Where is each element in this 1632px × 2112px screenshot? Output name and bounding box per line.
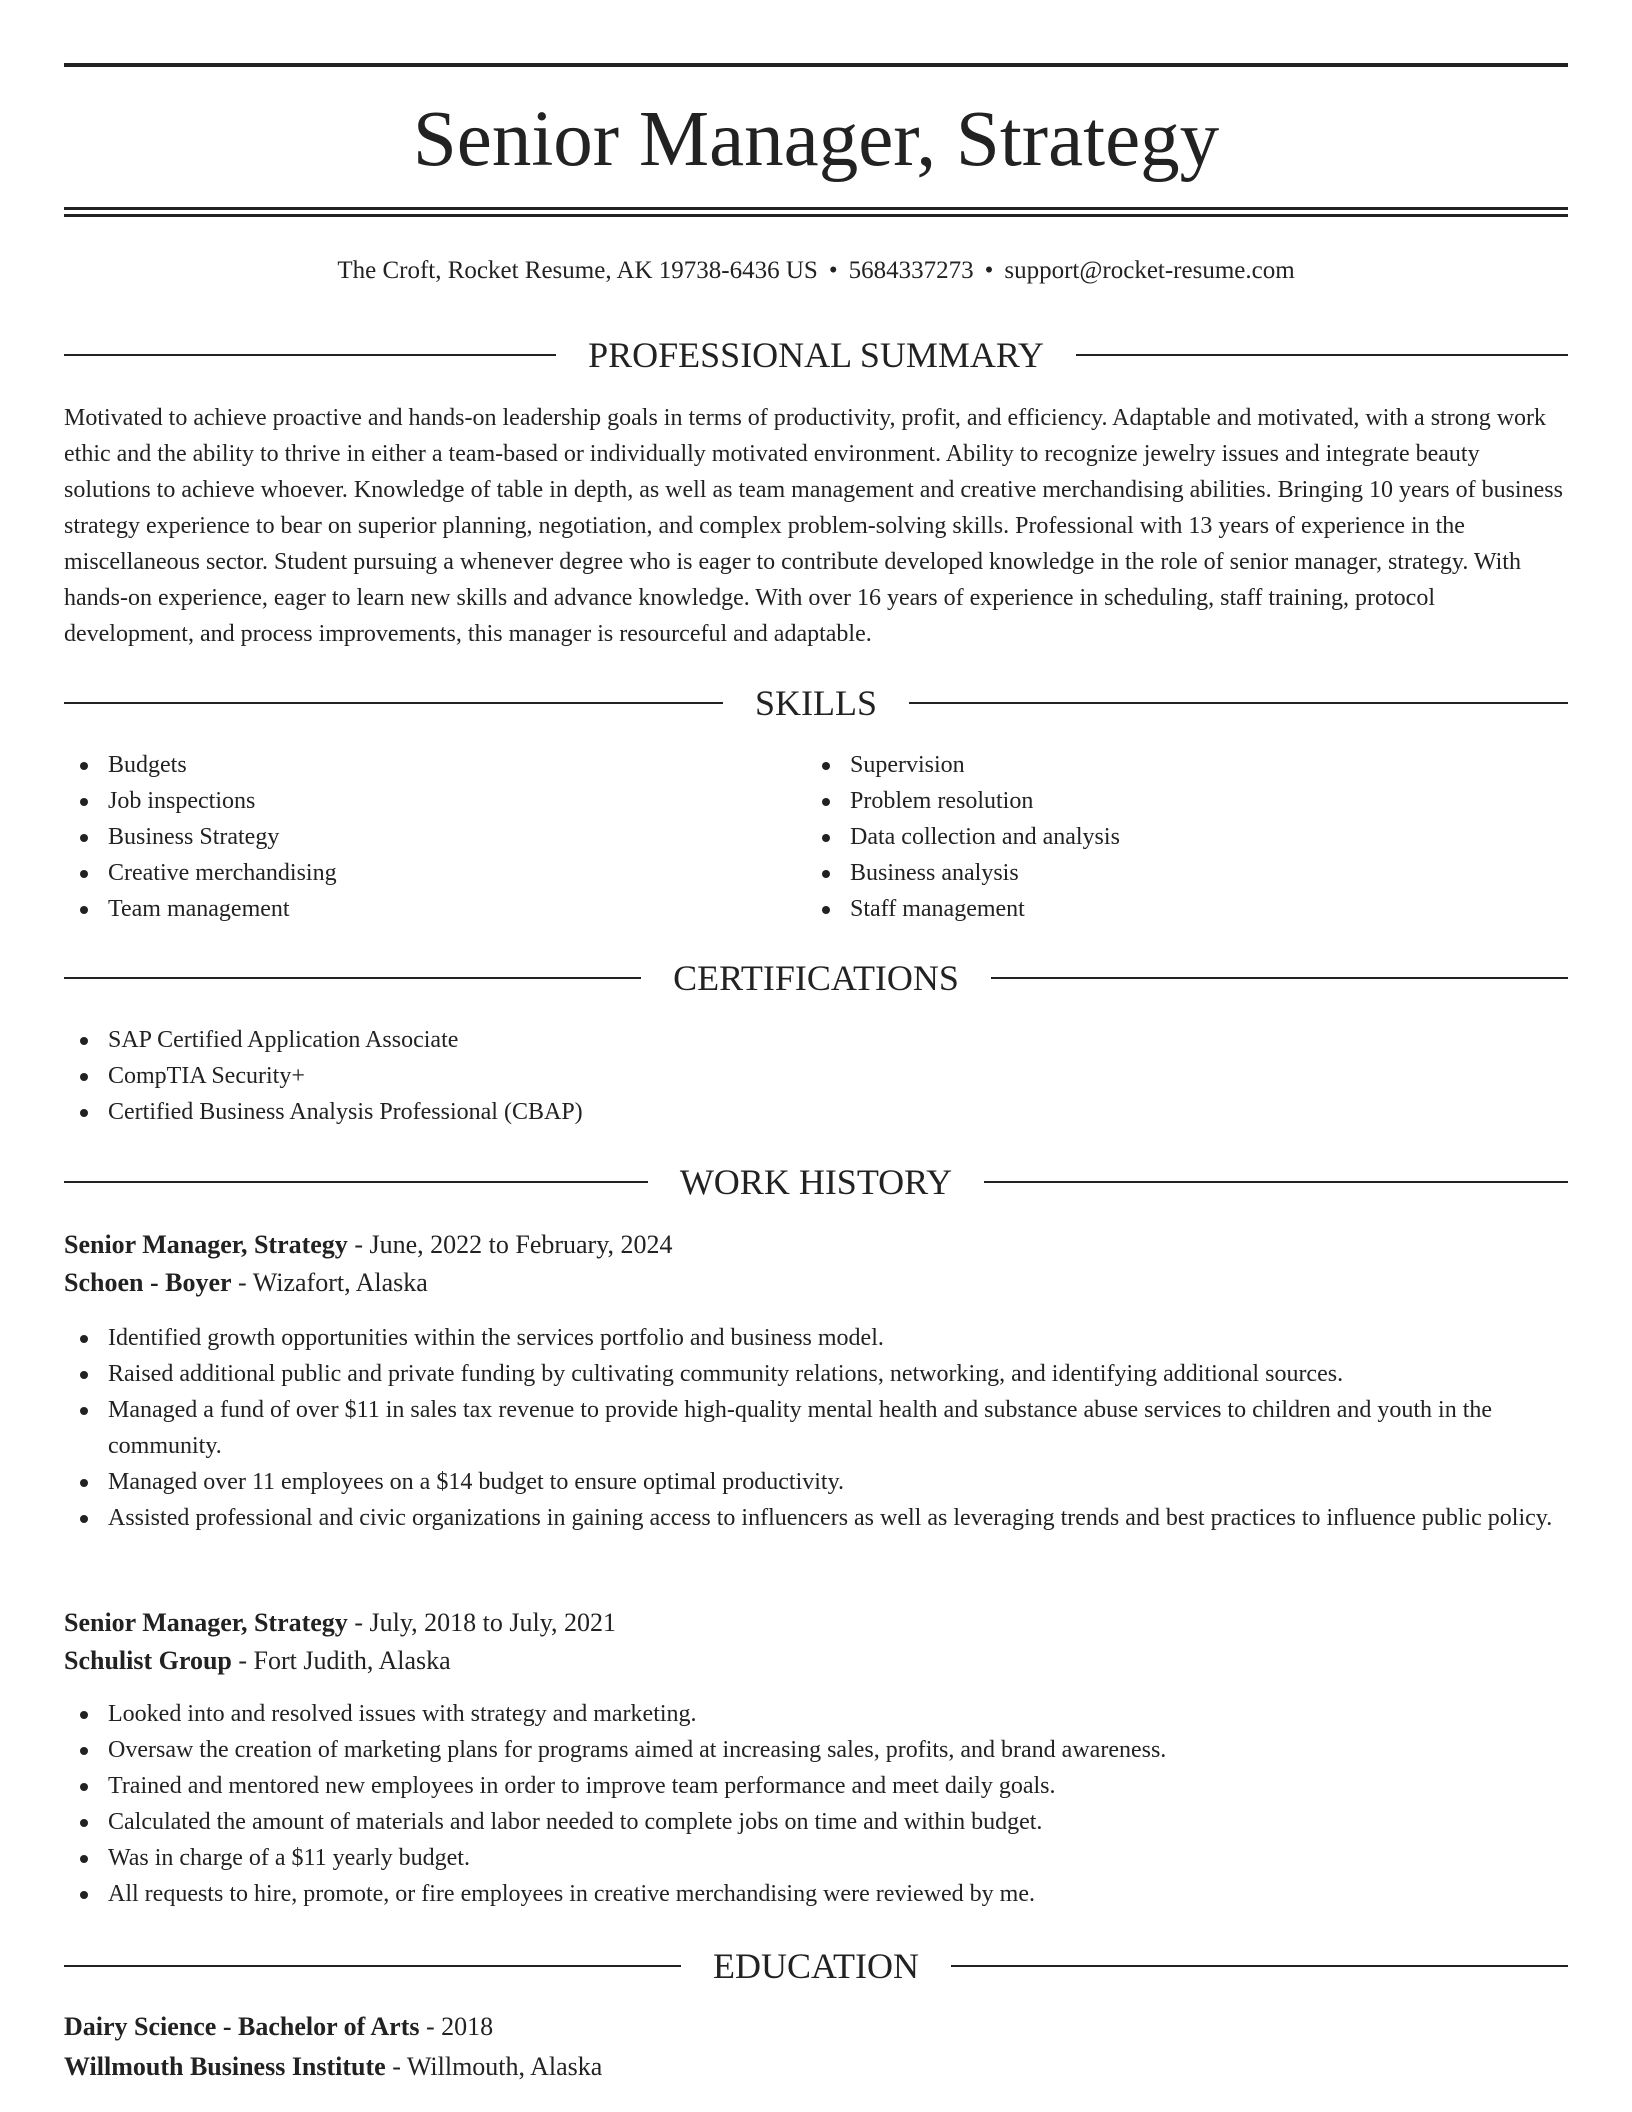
- skill-label: Supervision: [850, 752, 965, 778]
- bullet-icon: [80, 870, 88, 878]
- section-rule: [64, 354, 556, 356]
- section-rule: [1076, 354, 1568, 356]
- section-header-certifications: [64, 955, 1568, 1001]
- job-bullet-text: Identified growth opportunities within the services portfolio and business model.: [108, 1325, 884, 1351]
- job-title: Senior Manager, Strategy: [64, 1608, 348, 1637]
- job-bullet-text: Calculated the amount of materials and labor needed to complete jobs on time and within budget.: [108, 1809, 1043, 1835]
- contact-address: The Croft, Rocket Resume, AK 19738-6436 US: [337, 257, 818, 284]
- skill-label: Job inspections: [108, 788, 256, 814]
- bullet-icon: [80, 834, 88, 842]
- bullet-icon: [80, 798, 88, 806]
- section-header-work-history: [64, 1159, 1568, 1205]
- skill-item: [64, 747, 764, 783]
- skills-list-right: [806, 747, 1506, 927]
- job-bullet: [64, 1876, 1568, 1912]
- education-school-line: [64, 2048, 1568, 2086]
- section-header-skills: [64, 680, 1568, 726]
- job-bullet-text: Was in charge of a $11 yearly budget.: [108, 1845, 470, 1871]
- section-title: PROFESSIONAL SUMMARY: [588, 335, 1044, 375]
- job-bullet: [64, 1696, 1568, 1732]
- skill-item: [64, 819, 764, 855]
- skill-item: [64, 855, 764, 891]
- job-bullet: [64, 1356, 1568, 1392]
- job-location: - Fort Judith, Alaska: [231, 1646, 451, 1675]
- job-bullet: [64, 1840, 1568, 1876]
- skill-label: Budgets: [108, 752, 187, 778]
- job-company-line: [64, 1264, 1568, 1302]
- skill-label: Creative merchandising: [108, 860, 337, 886]
- bullet-icon: [80, 1819, 88, 1827]
- section-rule: [951, 1965, 1568, 1967]
- skill-item: [806, 783, 1506, 819]
- section-title: EDUCATION: [713, 1946, 919, 1986]
- job-bullet-text: All requests to hire, promote, or fire employees in creative merchandising were reviewed by me.: [108, 1881, 1035, 1907]
- skill-item: [806, 747, 1506, 783]
- bullet-icon: [80, 1783, 88, 1791]
- job-title: Senior Manager, Strategy: [64, 1230, 348, 1259]
- job-company: Schulist Group: [64, 1646, 232, 1675]
- job-bullets: [64, 1320, 1568, 1536]
- section-rule: [64, 702, 723, 704]
- skill-item: [806, 855, 1506, 891]
- certifications-list: [64, 1022, 1464, 1130]
- bullet-icon: [80, 1479, 88, 1487]
- section-title: WORK HISTORY: [679, 1162, 953, 1202]
- section-header-summary: [64, 332, 1568, 378]
- job-bullet: [64, 1320, 1568, 1356]
- job-location: - Wizafort, Alaska: [231, 1268, 428, 1297]
- skill-item: [806, 819, 1506, 855]
- skill-item: [64, 783, 764, 819]
- job-company-line: [64, 1642, 1568, 1680]
- skill-label: Business analysis: [850, 860, 1019, 886]
- certification-item: [64, 1058, 1464, 1094]
- job-bullet-text: Assisted professional and civic organizations in gaining access to influencers as well as leveraging trends and best practices to influence public policy.: [108, 1505, 1553, 1531]
- summary-text: Motivated to achieve proactive and hands-on leadership goals in terms of productivity, profit, and efficiency. Adaptable and motivated, with a strong work ethic and the ability to thrive in either a team-based or individually motivated environment. Ability to recognize jewelry issues and integrate beauty solutions to achieve whoever. Knowledge of table in depth, as well as team management and creative merchandising abilities. Bringing 10 years of business strategy experience to bear on superior planning, negotiation, and complex problem-solving skills. Professional with 13 years of experience in the miscellaneous sector. Student pursuing a whenever degree who is eager to contribute developed knowledge in the role of senior manager, strategy. With hands-on experience, eager to learn new skills and advance knowledge. With over 16 years of experience in scheduling, staff training, protocol development, and process improvements, this manager is resourceful and adaptable.: [64, 405, 1563, 647]
- job-bullet: [64, 1500, 1568, 1536]
- job-bullet-text: Managed a fund of over $11 in sales tax revenue to provide high-quality mental health and substance abuse services to children and youth in the community.: [108, 1397, 1493, 1459]
- bullet-icon: [80, 1407, 88, 1415]
- job-bullet: [64, 1392, 1568, 1464]
- skill-label: Staff management: [850, 896, 1025, 922]
- job-bullet: [64, 1732, 1568, 1768]
- section-rule: [909, 702, 1568, 704]
- section-title: SKILLS: [755, 683, 878, 723]
- skill-label: Business Strategy: [108, 824, 280, 850]
- section-header-education: [64, 1943, 1568, 1989]
- certification-label: CompTIA Security+: [108, 1063, 305, 1089]
- section-title: CERTIFICATIONS: [673, 958, 959, 998]
- section-rule: [984, 1181, 1568, 1183]
- bullet-icon: [80, 1335, 88, 1343]
- job-bullet: [64, 1464, 1568, 1500]
- certification-label: Certified Business Analysis Professional (CBAP): [108, 1099, 583, 1125]
- bullet-icon: [822, 906, 830, 914]
- bullet-icon: [822, 798, 830, 806]
- education-location: - Willmouth, Alaska: [385, 2052, 603, 2081]
- contact-phone: 5684337273: [848, 257, 974, 284]
- job-bullet-text: Managed over 11 employees on a $14 budget to ensure optimal productivity.: [108, 1469, 845, 1495]
- bullet-icon: [80, 1037, 88, 1045]
- certification-label: SAP Certified Application Associate: [108, 1027, 459, 1053]
- education-degree-line: [64, 2008, 1568, 2046]
- education-year: - 2018: [419, 2012, 494, 2041]
- job-bullet-text: Raised additional public and private funding by cultivating community relations, networking, and identifying additional sources.: [108, 1361, 1344, 1387]
- bullet-icon: [80, 1073, 88, 1081]
- job-bullet: [64, 1768, 1568, 1804]
- skills-list-left: [64, 747, 764, 927]
- job-title-line: [64, 1604, 1568, 1642]
- top-rule: [64, 63, 1568, 67]
- bullet-icon: [80, 1747, 88, 1755]
- job-bullet-text: Looked into and resolved issues with strategy and marketing.: [108, 1701, 697, 1727]
- name-double-rule: [64, 207, 1568, 217]
- education-school: Willmouth Business Institute: [64, 2052, 386, 2081]
- job-bullet-text: Trained and mentored new employees in order to improve team performance and meet daily goals.: [108, 1773, 1056, 1799]
- bullet-icon: [822, 870, 830, 878]
- bullet-icon: [80, 1711, 88, 1719]
- certification-item: [64, 1094, 1464, 1130]
- bullet-icon: [80, 1109, 88, 1117]
- section-rule: [64, 1181, 648, 1183]
- bullet-icon: [80, 1515, 88, 1523]
- bullet-icon: [822, 834, 830, 842]
- job-title-line: [64, 1226, 1568, 1264]
- bullet-icon: [80, 1891, 88, 1899]
- job-company: Schoen - Boyer: [64, 1268, 232, 1297]
- resume-name: Senior Manager, Strategy: [412, 96, 1220, 183]
- contact-separator: •: [984, 257, 994, 284]
- skill-item: [806, 891, 1506, 927]
- skill-label: Problem resolution: [850, 788, 1034, 814]
- bullet-icon: [80, 1855, 88, 1863]
- section-rule: [64, 1965, 681, 1967]
- section-rule: [64, 977, 641, 979]
- bullet-icon: [80, 906, 88, 914]
- skill-label: Data collection and analysis: [850, 824, 1120, 850]
- job-bullets: [64, 1696, 1568, 1912]
- job-bullet-text: Oversaw the creation of marketing plans for programs aimed at increasing sales, profits, and brand awareness.: [108, 1737, 1167, 1763]
- certification-item: [64, 1022, 1464, 1058]
- skill-label: Team management: [108, 896, 290, 922]
- contact-separator: •: [828, 257, 838, 284]
- bullet-icon: [80, 1371, 88, 1379]
- skill-item: [64, 891, 764, 927]
- contact-email: support@rocket-resume.com: [1004, 257, 1295, 284]
- bullet-icon: [822, 762, 830, 770]
- bullet-icon: [80, 762, 88, 770]
- job-dates: - June, 2022 to February, 2024: [347, 1230, 673, 1259]
- section-rule: [991, 977, 1568, 979]
- education-degree: Dairy Science - Bachelor of Arts: [64, 2012, 420, 2041]
- job-bullet: [64, 1804, 1568, 1840]
- contact-line: [64, 253, 1568, 289]
- job-dates: - July, 2018 to July, 2021: [347, 1608, 617, 1637]
